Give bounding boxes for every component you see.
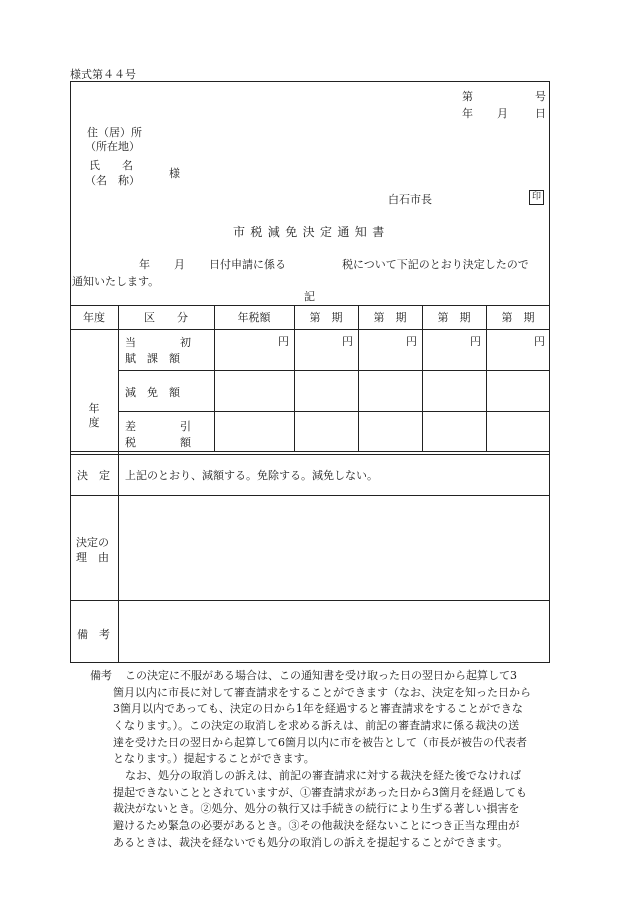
notes-line-11: あるときは、裁決を経ないでも処分の取消しの訴えを提起することができます。 [113,836,509,849]
decision-text: 上記のとおり、減額する。免除する。減免しない。 [125,469,378,482]
name-label-sub: （名 称） [85,174,140,187]
notes-line-2: 箇月以内に市長に対して審査請求をすることができます（なお、決定を知った日から [113,686,531,699]
col-line-label [118,305,119,663]
address-label: 住（居）所 [87,126,142,139]
table-bottom-line [70,451,550,452]
form-frame [70,81,550,663]
intro-month: 月 [174,258,185,271]
honorific: 様 [169,167,180,180]
notes-line-7: なお、処分の取消しの訴えは、前記の審査請求に対する裁決を経た後でなければ [125,769,521,782]
notes-label: 備考 [90,669,112,682]
name-label: 氏 名 [89,159,133,172]
intro-tax: 税について下記のとおり決定したので [342,258,529,271]
yen-period-2: 円 [406,335,417,348]
notes-line-10: 避けるため緊急の必要があるとき。③その他裁決を経ないことにつき正当な理由が [113,819,520,832]
reason-label-line1: 決定の [76,536,109,549]
decision-bottom-line [70,495,550,496]
intro-applied: 日付申請に係る [209,258,286,271]
intro-year: 年 [139,258,150,271]
date-month: 月 [497,107,508,120]
row-reduction: 減 免 額 [125,386,180,399]
notes-line-6: となります。）提起することができます。 [113,752,315,765]
table-bottom-line-double [70,454,550,455]
header-tax-amount: 年税額 [237,311,271,324]
row-initial-line2: 賦 課 額 [125,352,180,365]
year-vertical-label: 年度 [88,402,100,429]
header-period-3: 第 期 [437,311,471,324]
row-net-line1: 差 引 [125,420,191,433]
yen-period-4: 円 [534,335,545,348]
table-header-line [70,329,550,330]
form-number: 様式第４４号 [70,68,136,81]
header-period-2: 第 期 [373,311,407,324]
yen-period-1: 円 [342,335,353,348]
notes-line-5: 達を受けた日の翌日から起算して6箇月以内に市を被告として（市長が被告の代表者 [113,736,527,749]
date-year: 年 [462,107,473,120]
notes-line-3: 3箇月以内であっても、決定の日から1年を経過すると審査請求をすることができな [113,702,523,715]
issuer-name: 白石市長 [388,193,432,206]
notes-line-8: 提起できないこととされていますが、①審査請求があった日から3箇月を経過しても [113,786,527,799]
reason-bottom-line [70,600,550,601]
yen-tax: 円 [278,335,289,348]
header-period-4: 第 期 [501,311,535,324]
notes-line-9: 裁決がないとき。②処分、処分の執行又は手続きの続行により生ずる著しい損害を [113,802,520,815]
header-category: 区 分 [144,311,188,324]
header-period-1: 第 期 [309,311,343,324]
ki-label: 記 [304,290,315,303]
address-label-sub: （所在地） [85,140,140,153]
yen-period-3: 円 [470,335,481,348]
decision-label: 決 定 [77,469,110,482]
row-net-line2: 税 額 [125,436,191,449]
number-go: 号 [535,90,546,103]
notes-line-1: この決定に不服がある場合は、この通知書を受け取った日の翌日から起算して3 [125,669,517,682]
row-initial-line1: 当 初 [125,336,191,349]
intro-line2: 通知いたします。 [72,275,160,288]
number-dai: 第 [462,90,473,103]
seal-mark: 印 [529,190,544,205]
remarks-label: 備 考 [77,628,110,641]
notes-line-4: くなります。）。この決定の取消しを求める訴えは、前記の審査請求に係る裁決の送 [113,719,520,732]
header-year: 年度 [83,311,105,324]
reason-label-line2: 理 由 [76,551,109,564]
date-day: 日 [535,107,546,120]
document-title: 市税減免決定通知書 [233,225,390,239]
